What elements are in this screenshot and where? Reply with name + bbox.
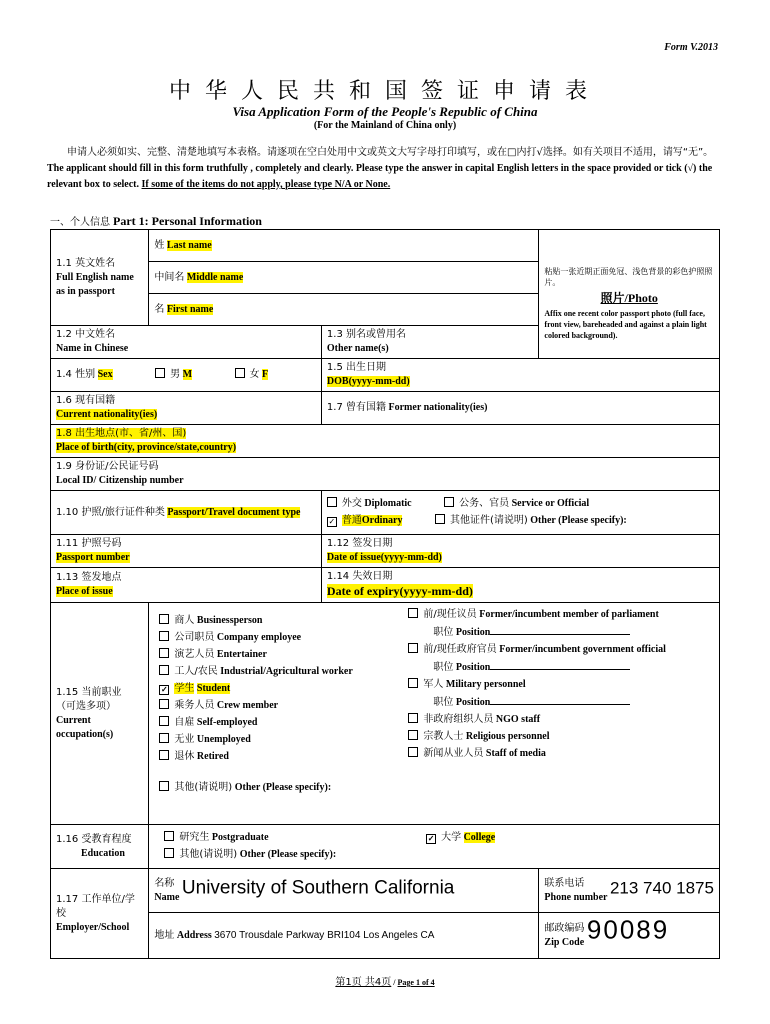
occ-mil-en: Military personnel [445,679,526,690]
occ-parl-position-cn: 职位 [433,627,454,638]
female-cn: 女 [249,369,260,380]
occ-media-en: Staff of media [485,748,546,759]
occ-other-cn: 其他(请说明) [174,782,233,793]
instructions-cn: 申请人必须如实、完整、清楚地填写本表格。请逐项在空白处用中文或英文大写字母打印填写，或在□内打√选择。如有关项目不适用，请写“无”。 [67,147,714,158]
label-1-15-cn2: （可选多项） [56,700,116,712]
label-1-17-cn: 1.17 工作单位/学校 [56,893,135,919]
checkbox[interactable] [159,614,169,624]
checkbox-ngo[interactable] [408,713,418,723]
edu-postgraduate-option[interactable] [164,832,268,843]
occupation-option[interactable] [159,631,404,645]
occ-rel-en: Religious personnel [465,731,550,742]
label-1-15-cn: 1.15 当前职业 [56,686,122,698]
edu-college-cn: 大学 [441,832,462,843]
edu-post-en: Postgraduate [211,832,269,843]
occupation-option[interactable] [159,699,404,713]
checkbox[interactable] [159,733,169,743]
occupation-label-en: Company employee [216,632,302,643]
sex-male-option[interactable] [155,369,192,380]
zip-value[interactable]: 90089 [586,913,670,944]
occ-ngo-cn: 非政府组织人员 [423,714,494,725]
passport-number-field[interactable] [51,535,322,568]
phone-label-cn: 联系电话 [544,877,585,889]
current-nationality-field[interactable] [51,392,322,425]
label-1-6-en: Current nationality(ies) [56,409,158,420]
label-1-10-cn: 1.10 护照/旅行证件种类 [56,506,165,518]
occupation-option[interactable] [159,682,404,696]
label-1-15-en: Current occupation(s) [56,714,114,740]
male-cn: 男 [170,369,181,380]
occupation-option[interactable] [159,665,404,679]
phone-field[interactable] [539,869,720,913]
occupation-label-cn: 学生 [174,683,195,694]
label-1-7-cn: 1.7 曾有国籍 [326,402,386,413]
title-chinese: 中华人民共和国签证申请表 [168,79,601,104]
occ-other-en: Other (Please specify): [234,782,332,793]
female-en: F [262,369,269,380]
phone-value[interactable]: 213 740 1875 [609,877,714,897]
document-type-options [321,491,719,535]
occupation-label-cn: 乘务人员 [174,700,215,711]
zip-label-en: Zip Code [544,936,585,948]
label-1-16-cn: 1.16 受教育程度 [56,833,132,845]
title-subtitle: (For the Mainland of China only) [313,120,457,131]
doc-diplomatic-option[interactable] [327,498,412,509]
occ-gov-position-cn: 职位 [433,662,454,673]
label-1-1-en: Full English name as in passport [56,271,134,297]
occupation-option[interactable] [159,733,404,747]
checkbox[interactable] [159,631,169,641]
instructions-na-note: If some of the items do not apply, please type N/A or None. [141,179,391,190]
occupation-label-en: Unemployed [196,734,251,745]
last-name-label-cn: 姓 [154,239,165,251]
former-nationality-field[interactable] [321,392,719,425]
occ-parl-position-en: Position [455,627,491,638]
occ-gov-en: Former/incumbent government official [499,644,666,655]
checkbox-service[interactable] [444,497,454,507]
employer-name-label-en: Name [154,891,180,903]
occupation-option[interactable] [159,614,404,628]
phone-label-en: Phone number [544,891,608,903]
label-1-5-en: DOB(yyyy-mm-dd) [326,376,410,387]
label-1-14-en: Date of expiry(yyyy-mm-dd) [326,584,473,598]
occupation-option[interactable] [159,750,404,764]
label-1-16-en: Education [81,847,125,859]
occupation-label-cn: 公司职员 [174,632,215,643]
occ-mil-cn: 军人 [423,679,444,690]
title-english: Visa Application Form of the People's Republic of China [232,104,538,119]
part1-heading [50,213,262,229]
label-1-2-en: Name in Chinese [56,343,129,354]
label-1-4-cn: 1.4 性别 [56,369,96,380]
zip-field[interactable] [539,913,720,959]
middle-name-label-en: Middle name [186,271,244,283]
address-label-en: Address [176,929,212,941]
checkbox[interactable] [159,648,169,658]
checkbox-diplomatic[interactable] [327,497,337,507]
sex-female-option[interactable] [235,369,269,380]
edu-other-cn: 其他(请说明) [179,849,238,860]
occupation-label-en: Retired [196,751,229,762]
label-1-4-en: Sex [97,369,113,380]
checkbox-checked[interactable]: ✓ [161,685,168,694]
place-of-birth-field[interactable] [51,425,720,458]
employer-name-value[interactable]: University of Southern California [181,876,455,898]
local-id-field[interactable] [51,458,720,491]
checkbox-ordinary-checked[interactable]: ✓ [328,517,336,526]
employer-label [51,869,149,959]
page-footer: 第1页 共4页 / Page 1 of 4 [335,977,435,988]
checkbox-postgraduate[interactable] [164,831,174,841]
label-1-13-en: Place of issue [56,586,113,597]
edu-college-option[interactable] [426,832,495,843]
occupation-label-en: Student [196,683,231,694]
label-full-english-name [51,230,149,326]
occupation-label-en: Industrial/Agricultural worker [220,666,353,677]
doc-ordinary-option[interactable] [327,515,403,526]
first-name-label-cn: 名 [154,303,165,315]
instructions [47,145,727,193]
footer-cn: 第1页 共4页 [335,977,392,988]
occ-gov-position-en: Position [455,662,491,673]
last-name-field[interactable] [149,230,539,262]
form-number: Form V.2013 [664,42,718,53]
occupation-label-en: Self-employed [196,717,258,728]
occupation-label-cn: 工人/农民 [174,666,218,677]
occ-mil-position-cn: 职位 [433,697,454,708]
occupation-label-en: Businessperson [196,615,263,626]
label-1-11-cn: 1.11 护照号码 [56,538,122,549]
photo-title: 照片/Photo [600,291,658,305]
instructions-en: The applicant should fill in this form truthfully , completely and clearly. Please type the answer in capital English letters in the space provided or tick (√) the relevant box to select. [47,163,713,190]
occupation-list-left [149,603,404,767]
checkbox-occupation-other[interactable] [159,781,169,791]
occupation-option[interactable] [159,716,404,730]
occupation-label [51,603,149,825]
checkbox-other-doc[interactable] [435,514,445,524]
occ-parl-en: Former/incumbent member of parliament [479,609,659,620]
part1-heading-en: Part 1: Personal Information [113,214,262,228]
label-1-17-en: Employer/School [56,921,130,933]
doc-other-cn: 其他证件(请说明) [449,515,528,526]
photo-note-en: Affix one recent color passport photo (full face, front view, bareheaded and against a plain light colored background). [544,309,707,340]
occupation-options [149,603,720,825]
male-en: M [182,369,193,380]
label-1-9-en: Local ID/ Citizenship number [56,475,184,486]
address-label-cn: 地址 [154,929,175,941]
label-1-3-cn: 1.3 别名或曾用名 [326,329,406,340]
zip-label-cn: 邮政编码 [544,922,585,934]
name-in-chinese-field[interactable] [51,326,322,359]
sex-field [51,359,322,392]
checkbox-parliament[interactable] [408,608,418,618]
footer-en: Page 1 of 4 [397,978,435,987]
occupation-label-cn: 无业 [174,734,195,745]
checkbox-military[interactable] [408,678,418,688]
address-field[interactable] [149,913,539,959]
checkbox-college-checked[interactable]: ✓ [427,834,435,843]
edu-other-en: Other (Please specify): [239,849,337,860]
photo-box [539,230,720,359]
checkbox-religious[interactable] [408,730,418,740]
label-1-12-cn: 1.12 签发日期 [326,538,393,549]
doc-diplomatic-cn: 外交 [341,498,362,509]
label-1-13-cn: 1.13 签发地点 [56,572,122,583]
label-1-5-cn: 1.5 出生日期 [326,362,386,373]
label-1-10-en: Passport/Travel document type [167,506,301,518]
label-1-11-en: Passport number [56,552,130,563]
dob-field[interactable] [321,359,719,392]
address-value[interactable]: 3670 Trousdale Parkway BRI104 Los Angeles CA [214,929,435,941]
label-1-14-cn: 1.14 失效日期 [326,571,393,582]
occ-media-cn: 新闻从业人员 [423,748,484,759]
position-line-2[interactable] [490,660,630,670]
date-of-issue-field[interactable] [321,535,719,568]
doc-other-option[interactable] [435,515,627,526]
checkbox-female[interactable] [235,368,245,378]
occupation-label-en: Entertainer [216,649,267,660]
label-1-9-cn: 1.9 身份证/公民证号码 [56,461,159,472]
checkbox[interactable] [159,699,169,709]
occ-parl-cn: 前/现任议员 [423,609,477,620]
occ-mil-position-en: Position [455,697,491,708]
label-1-12-en: Date of issue(yyyy-mm-dd) [326,552,442,563]
position-line-3[interactable] [490,695,630,705]
label-1-2-cn: 1.2 中文姓名 [56,329,116,340]
occupation-list-right [404,603,708,767]
checkbox-media[interactable] [408,747,418,757]
doc-diplomatic-en: Diplomatic [364,498,412,509]
doc-service-cn: 公务、官员 [459,498,510,509]
first-name-label-en: First name [166,303,214,315]
last-name-label-en: Last name [166,239,212,251]
place-of-issue-field[interactable] [51,568,322,603]
doc-ordinary-en: Ordinary [361,515,403,526]
checkbox[interactable] [159,665,169,675]
doc-ordinary-cn: 普通 [341,515,362,526]
checkbox-male[interactable] [155,368,165,378]
edu-college-en: College [463,832,496,843]
personal-info-table [50,229,720,959]
doc-service-en: Service or Official [511,498,590,509]
checkbox-edu-other[interactable] [164,848,174,858]
other-names-field[interactable] [321,326,539,359]
occ-gov-cn: 前/现任政府官员 [423,644,497,655]
occupation-label-en: Crew member [216,700,279,711]
checkbox[interactable] [159,716,169,726]
doc-service-option[interactable] [444,498,589,509]
photo-note-cn: 粘贴一张近期正面免冠、浅色背景的彩色护照照片。 [544,267,713,287]
label-1-8-cn: 1.8 出生地点(市、省/州、国) [56,428,187,439]
doc-other-en: Other (Please specify): [530,515,627,526]
occupation-option[interactable] [159,648,404,662]
label-1-7-en: Former nationality(ies) [388,402,488,413]
checkbox[interactable] [159,750,169,760]
education-options [149,825,720,869]
middle-name-label-cn: 中间名 [154,271,185,283]
date-of-expiry-field[interactable] [321,568,719,603]
part1-heading-cn: 一、个人信息 [50,217,110,228]
occ-ngo-en: NGO staff [495,714,541,725]
occupation-label-cn: 自雇 [174,717,195,728]
education-label [51,825,149,869]
employer-name-field[interactable] [149,869,539,913]
label-1-8-en: Place of birth(city, province/state,country) [56,442,237,453]
checkbox-government[interactable] [408,643,418,653]
position-line-1[interactable] [490,625,630,635]
occupation-label-cn: 退休 [174,751,195,762]
occupation-label-cn: 商人 [174,615,195,626]
employer-name-label-cn: 名称 [154,877,175,889]
middle-name-field[interactable] [149,262,539,294]
occupation-other[interactable] [149,767,719,795]
occupation-label-cn: 演艺人员 [174,649,215,660]
first-name-field[interactable] [149,294,539,326]
document-type-label [51,491,322,535]
occ-rel-cn: 宗教人士 [423,731,464,742]
label-1-6-cn: 1.6 现有国籍 [56,395,116,406]
label-1-3-en: Other name(s) [326,343,389,354]
edu-post-cn: 研究生 [179,832,210,843]
label-1-1-cn: 1.1 英文姓名 [56,257,116,269]
